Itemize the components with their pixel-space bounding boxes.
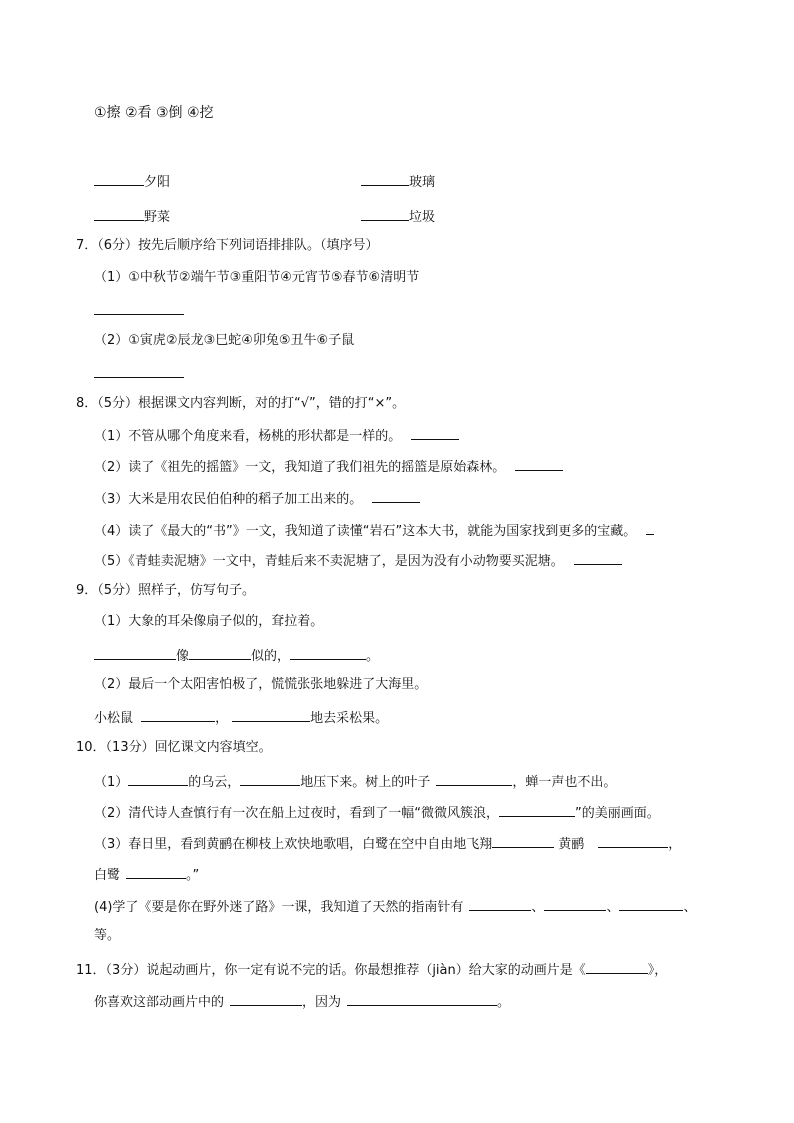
answer-blank[interactable] bbox=[189, 645, 251, 660]
pair-row-1-left bbox=[94, 171, 170, 192]
q10-p2-a: （2）清代诗人查慎行有一次在船上过夜时，看到了一幅“微微风簇浪， bbox=[94, 806, 500, 821]
answer-blank[interactable] bbox=[619, 896, 683, 911]
answer-blank[interactable] bbox=[515, 456, 563, 471]
answer-blank[interactable] bbox=[232, 707, 310, 722]
q8-part5-text: （5）《青蛙卖泥塘》一文中，青蛙后来不卖泥塘了，是因为没有小动物要买泥塘。 bbox=[94, 554, 564, 569]
answer-blank[interactable] bbox=[94, 300, 184, 315]
q11-a: 11．（3分）说起动画片，你一定有说不完的话。你最想推荐（jiàn）给大家的动画片是《 bbox=[76, 963, 586, 978]
q8-part2 bbox=[94, 456, 563, 477]
answer-blank[interactable] bbox=[94, 363, 184, 378]
word-options: ①擦 ②看 ③倒 ④挖 bbox=[94, 105, 214, 121]
answer-blank[interactable] bbox=[128, 771, 188, 786]
answer-blank[interactable] bbox=[469, 896, 531, 911]
answer-blank[interactable] bbox=[492, 833, 554, 848]
q10-p3-e: 。” bbox=[186, 868, 200, 883]
q8-title: 8．（5分）根据课文内容判断，对的打“√”，错的打“×”。 bbox=[76, 396, 406, 411]
q7-title: 7．（6分）按先后顺序给下列词语排排队。（填序号） bbox=[76, 238, 379, 253]
q9-l1-b: 似的， bbox=[251, 649, 291, 664]
word-sunset: 夕阳 bbox=[144, 175, 171, 190]
q11-d: ，因为 bbox=[302, 995, 342, 1010]
pair-row-2-left bbox=[94, 206, 170, 227]
q10-p2-b: ”的美丽画面。 bbox=[575, 806, 660, 821]
word-garbage: 垃圾 bbox=[409, 210, 436, 225]
q11-e: 。 bbox=[497, 995, 511, 1010]
answer-blank[interactable] bbox=[290, 645, 366, 660]
q9-l2-b: ， bbox=[215, 711, 229, 726]
q8-part1-text: （1）不管从哪个角度来看，杨桃的形状都是一样的。 bbox=[94, 429, 402, 444]
q10-p4-d: 、 bbox=[683, 900, 697, 915]
answer-blank[interactable] bbox=[361, 206, 409, 221]
q10-p4-c: 、 bbox=[606, 900, 620, 915]
answer-blank[interactable] bbox=[240, 771, 300, 786]
q9-l1-c: 。 bbox=[366, 649, 380, 664]
q10-p3-d: 白鹭 bbox=[94, 868, 121, 883]
q9-fill-line1 bbox=[94, 645, 379, 666]
answer-blank[interactable] bbox=[372, 488, 420, 503]
q10-part4 bbox=[94, 896, 696, 917]
q9-l1-a: 像 bbox=[176, 649, 190, 664]
answer-blank[interactable] bbox=[544, 896, 606, 911]
q10-part4-cont: 等。 bbox=[94, 928, 121, 943]
q7-part1: （1）①中秋节②端午节③重阳节④元宵节⑤春节⑥清明节 bbox=[94, 270, 420, 285]
q11-b: 》， bbox=[647, 963, 668, 978]
q9-l2-a: 小松鼠 bbox=[94, 711, 134, 726]
q11-line1 bbox=[76, 959, 667, 980]
q10-p4-a: (4)学了《要是你在野外迷了路》一课，我知道了天然的指南针有 bbox=[94, 900, 464, 915]
answer-blank[interactable] bbox=[126, 864, 186, 879]
q10-part3 bbox=[94, 833, 681, 854]
q7-part1-answer bbox=[94, 300, 184, 321]
word-glass: 玻璃 bbox=[409, 175, 436, 190]
word-wild-veg: 野菜 bbox=[144, 210, 171, 225]
q8-part3 bbox=[94, 488, 420, 509]
q7-part2-answer bbox=[94, 363, 184, 384]
q10-p1-b: 的乌云， bbox=[188, 775, 241, 790]
answer-blank[interactable] bbox=[141, 707, 215, 722]
q8-part2-text: （2）读了《祖先的摇篮》一文，我知道了我们祖先的摇篮是原始森林。 bbox=[94, 460, 506, 475]
q9-part2: （2）最后一个太阳害怕极了，慌慌张张地躲进了大海里。 bbox=[94, 677, 428, 692]
q8-part4-text: （4）读了《最大的“书”》一文，我知道了读懂“岩石”这本大书，就能为国家找到更多的宝藏。 bbox=[94, 524, 637, 539]
q10-part1 bbox=[94, 771, 616, 792]
answer-blank[interactable] bbox=[94, 645, 176, 660]
pair-row-2-right bbox=[361, 206, 435, 227]
q10-p1-d: ，蝉一声也不出。 bbox=[512, 775, 617, 790]
q10-p1-a: （1） bbox=[94, 775, 129, 790]
q9-fill-line2 bbox=[94, 707, 388, 728]
answer-blank[interactable] bbox=[411, 425, 459, 440]
answer-blank[interactable] bbox=[94, 171, 144, 186]
answer-blank[interactable] bbox=[361, 171, 409, 186]
q8-part1 bbox=[94, 425, 459, 446]
q10-part2 bbox=[94, 802, 660, 823]
q8-part4 bbox=[94, 520, 654, 541]
answer-blank[interactable] bbox=[499, 802, 575, 817]
q8-part3-text: （3）大米是用农民伯伯种的稻子加工出来的。 bbox=[94, 492, 363, 507]
q8-part5 bbox=[94, 550, 622, 571]
answer-blank[interactable] bbox=[94, 206, 144, 221]
q10-p4-b: 、 bbox=[531, 900, 545, 915]
q11-c: 你喜欢这部动画片中的 bbox=[94, 995, 225, 1010]
q9-part1: （1）大象的耳朵像扇子似的，耷拉着。 bbox=[94, 614, 324, 629]
answer-blank[interactable] bbox=[574, 550, 622, 565]
q9-l2-c: 地去采松果。 bbox=[310, 711, 389, 726]
answer-blank[interactable] bbox=[598, 833, 668, 848]
answer-blank[interactable] bbox=[347, 991, 497, 1006]
q11-line2 bbox=[94, 991, 510, 1012]
q10-p3-b: 黄鹂 bbox=[558, 837, 585, 852]
q10-p3-a: （3）春日里，看到黄鹂在柳枝上欢快地歌唱，白鹭在空中自由地飞翔 bbox=[94, 837, 493, 852]
q7-part2: （2）①寅虎②辰龙③巳蛇④卯兔⑤丑牛⑥子鼠 bbox=[94, 333, 355, 348]
pair-row-1-right bbox=[361, 171, 435, 192]
q10-part3-cont bbox=[94, 864, 199, 885]
q10-p3-c: ， bbox=[668, 837, 682, 852]
answer-blank[interactable] bbox=[646, 520, 654, 535]
q9-title: 9．（5分）照样子，仿写句子。 bbox=[76, 583, 256, 598]
q10-p1-c: 地压下来。树上的叶子 bbox=[300, 775, 431, 790]
answer-blank[interactable] bbox=[586, 959, 648, 974]
answer-blank[interactable] bbox=[230, 991, 302, 1006]
q10-title: 10．（13分）回忆课文内容填空。 bbox=[76, 740, 272, 755]
answer-blank[interactable] bbox=[436, 771, 512, 786]
